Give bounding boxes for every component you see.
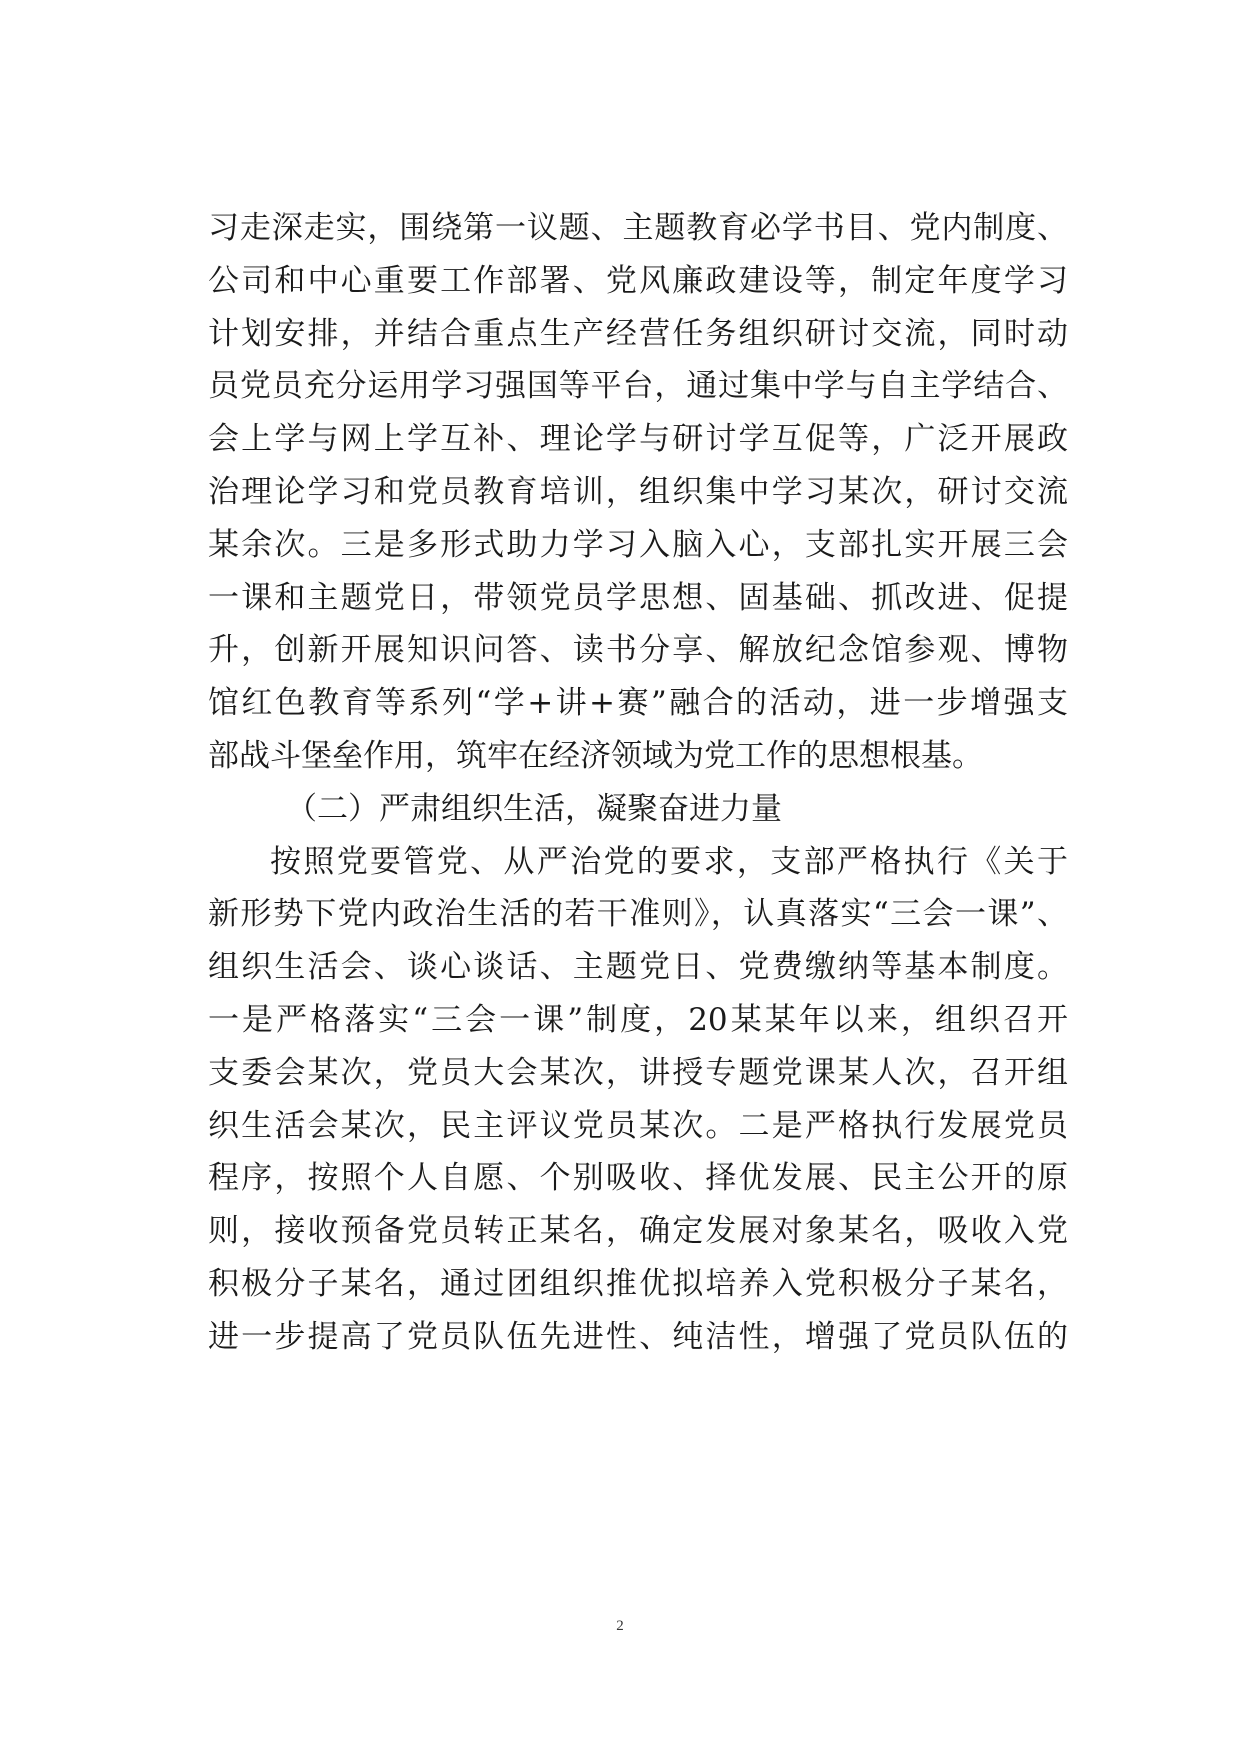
text-line-20: 则，接收预备党员转正某名，确定发展对象某名，吸收入党 — [208, 1213, 1068, 1250]
text-line-10: 馆红色教育等系列“学+讲+赛”融合的活动，进一步增强支 — [208, 685, 1068, 722]
body-text — [208, 202, 1068, 1364]
text-line-8: 一课和主题党日，带领党员学思想、固基础、抓改进、促提 — [208, 579, 1068, 616]
text-line-1: 习走深走实，围绕第一议题、主题教育必学书目、党内制度、 — [208, 210, 1068, 246]
text-line-6: 治理论学习和党员教育培训，组织集中学习某次，研讨交流 — [208, 473, 1068, 510]
text-line-9: 升，创新开展知识问答、读书分享、解放纪念馆参观、博物 — [208, 632, 1068, 669]
text-line-2: 公司和中心重要工作部署、党风廉政建设等，制定年度学习 — [208, 262, 1068, 299]
text-line-14: 新形势下党内政治生活的若干准则》，认真落实“三会一课”、 — [208, 896, 1068, 933]
text-line-18: 织生活会某次，民主评议党员某次。二是严格执行发展党员 — [208, 1107, 1068, 1144]
text-line-4: 员党员充分运用学习强国等平台，通过集中学与自主学结合、 — [208, 368, 1068, 405]
text-line-19: 程序，按照个人自愿、个别吸收、择优发展、民主公开的原 — [208, 1160, 1068, 1197]
text-line-21: 积极分子某名，通过团组织推优拟培养入党积极分子某名， — [208, 1265, 1068, 1302]
text-line-16: 一是严格落实“三会一课”制度，20某某年以来，组织召开 — [208, 1001, 1068, 1038]
text-line-5: 会上学与网上学互补、理论学与研讨学互促等，广泛开展政 — [208, 421, 1068, 458]
section-heading: （二）严肃组织生活，凝聚奋进力量 — [286, 790, 782, 827]
text-line-7: 某余次。三是多形式助力学习入脑入心，支部扎实开展三会 — [208, 526, 1068, 563]
text-line-11: 部战斗堡垒作用，筑牢在经济领域为党工作的思想根基。 — [208, 737, 983, 774]
text-line-15: 组织生活会、谈心谈话、主题党日、党费缴纳等基本制度。 — [208, 949, 1068, 986]
page-number: 2 — [616, 1618, 624, 1634]
text-line-17: 支委会某次，党员大会某次，讲授专题党课某人次，召开组 — [208, 1054, 1068, 1091]
text-line-13: 按照党要管党、从严治党的要求，支部严格执行《关于 — [270, 843, 1068, 880]
text-line-22: 进一步提高了党员队伍先进性、纯洁性，增强了党员队伍的 — [208, 1318, 1068, 1355]
text-line-3: 计划安排，并结合重点生产经营任务组织研讨交流，同时动 — [208, 315, 1068, 352]
